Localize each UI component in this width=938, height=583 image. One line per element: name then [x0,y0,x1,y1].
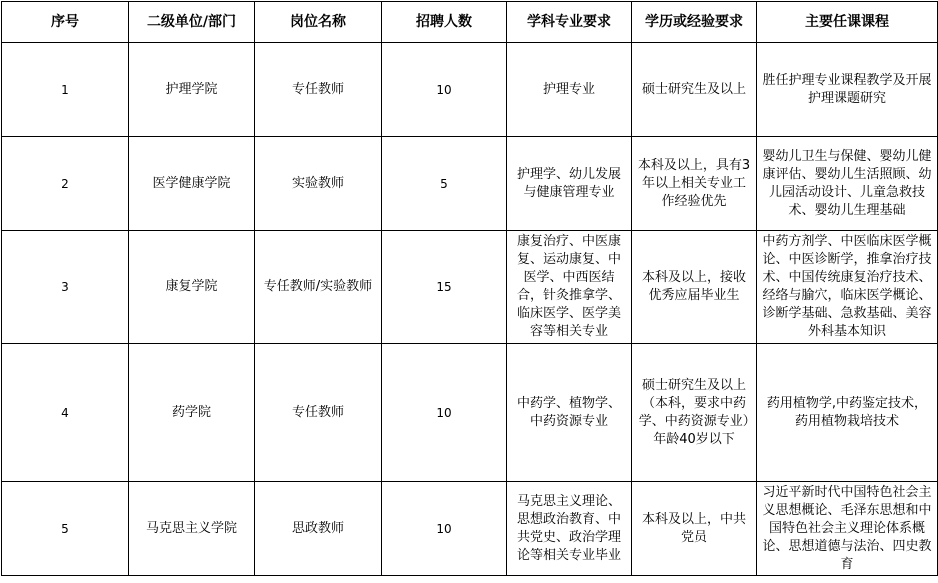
cell-position: 专任教师 [255,344,382,482]
cell-major: 护理学、幼儿发展与健康管理专业 [507,137,632,231]
cell-count: 10 [382,482,507,576]
cell-index: 1 [2,43,129,137]
cell-position: 实验教师 [255,137,382,231]
header-position: 岗位名称 [255,2,382,43]
cell-courses: 胜任护理专业课程教学及开展护理课题研究 [757,43,938,137]
cell-major: 中药学、植物学、中药资源专业 [507,344,632,482]
header-index: 序号 [2,2,129,43]
cell-unit: 医学健康学院 [129,137,255,231]
table-row [2,231,938,344]
table-row [2,482,938,576]
cell-position: 思政教师 [255,482,382,576]
cell-unit: 护理学院 [129,43,255,137]
cell-unit: 马克思主义学院 [129,482,255,576]
header-unit: 二级单位/部门 [129,2,255,43]
cell-courses: 习近平新时代中国特色社会主义思想概论、毛泽东思想和中国特色社会主义理论体系概论、思想道德与法治、四史教育 [757,482,938,576]
recruitment-table [1,1,938,576]
cell-major: 护理专业 [507,43,632,137]
cell-education: 本科及以上，具有3年以上相关专业工作经验优先 [632,137,757,231]
cell-index: 5 [2,482,129,576]
cell-unit: 药学院 [129,344,255,482]
table-row [2,344,938,482]
cell-count: 15 [382,231,507,344]
cell-index: 3 [2,231,129,344]
header-row [2,2,938,43]
header-education: 学历或经验要求 [632,2,757,43]
cell-education: 硕士研究生及以上 [632,43,757,137]
cell-courses: 中药方剂学、中医临床医学概论、中医诊断学，推拿治疗技术、中国传统康复治疗技术、经络与腧穴，临床医学概论、诊断学基础、急救基础、美容外科基本知识 [757,231,938,344]
cell-education: 本科及以上，接收优秀应届毕业生 [632,231,757,344]
cell-position: 专任教师/实验教师 [255,231,382,344]
header-courses: 主要任课课程 [757,2,938,43]
cell-count: 10 [382,43,507,137]
table-row [2,137,938,231]
cell-position: 专任教师 [255,43,382,137]
cell-courses: 婴幼儿卫生与保健、婴幼儿健康评估、婴幼儿生活照顾、幼儿园活动设计、儿童急救技术、婴幼儿生理基础 [757,137,938,231]
cell-major: 康复治疗、中医康复、运动康复、中医学、中西医结合，针灸推拿学、临床医学、医学美容等相关专业 [507,231,632,344]
cell-index: 2 [2,137,129,231]
header-count: 招聘人数 [382,2,507,43]
cell-education: 硕士研究生及以上（本科，要求中药学、中药资源专业）年龄40岁以下 [632,344,757,482]
cell-count: 10 [382,344,507,482]
cell-courses: 药用植物学,中药鉴定技术，药用植物栽培技术 [757,344,938,482]
cell-education: 本科及以上，中共党员 [632,482,757,576]
cell-major: 马克思主义理论、思想政治教育、中共党史、政治学理论等相关专业毕业 [507,482,632,576]
cell-index: 4 [2,344,129,482]
header-major: 学科专业要求 [507,2,632,43]
cell-unit: 康复学院 [129,231,255,344]
cell-count: 5 [382,137,507,231]
table-row [2,43,938,137]
